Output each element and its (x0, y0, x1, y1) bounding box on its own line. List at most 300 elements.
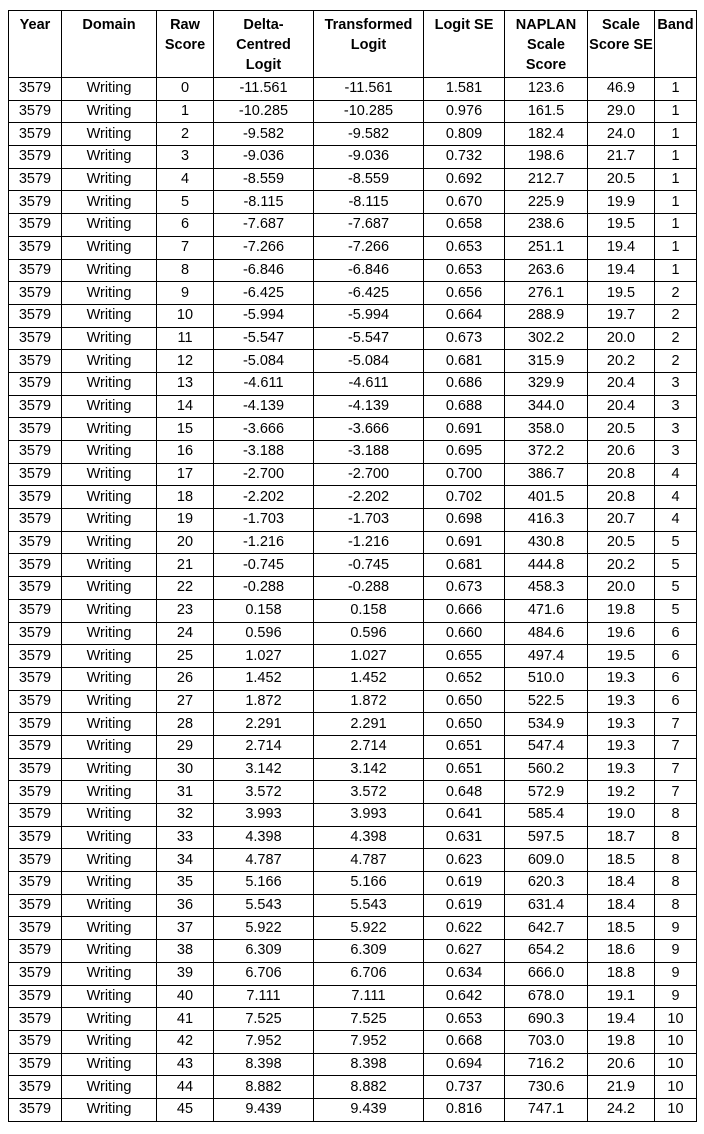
column-header-line: Centred (236, 37, 291, 53)
cell-scale-score-se: 24.0 (588, 123, 655, 146)
table-row (9, 146, 697, 169)
cell-transformed-logit: 7.952 (314, 1030, 424, 1053)
table-row (9, 917, 697, 940)
cell-raw-score: 45 (157, 1098, 214, 1121)
cell-year: 3579 (9, 123, 62, 146)
column-header-line: Year (19, 17, 51, 33)
cell-domain: Writing (62, 372, 157, 395)
cell-year: 3579 (9, 191, 62, 214)
cell-transformed-logit: 6.706 (314, 962, 424, 985)
cell-year: 3579 (9, 282, 62, 305)
table-row (9, 372, 697, 395)
cell-domain: Writing (62, 894, 157, 917)
table-row (9, 191, 697, 214)
table-row (9, 1008, 697, 1031)
cell-transformed-logit: -5.084 (314, 350, 424, 373)
cell-scale-score-se: 19.5 (588, 282, 655, 305)
cell-year: 3579 (9, 1008, 62, 1031)
cell-band: 10 (655, 1098, 697, 1121)
cell-raw-score: 8 (157, 259, 214, 282)
cell-year: 3579 (9, 758, 62, 781)
cell-band: 7 (655, 781, 697, 804)
cell-domain: Writing (62, 577, 157, 600)
table-row (9, 531, 697, 554)
cell-year: 3579 (9, 781, 62, 804)
cell-year: 3579 (9, 395, 62, 418)
cell-transformed-logit: -6.846 (314, 259, 424, 282)
cell-band: 1 (655, 259, 697, 282)
cell-logit-se: 0.623 (424, 849, 505, 872)
cell-raw-score: 34 (157, 849, 214, 872)
cell-scale-score-se: 24.2 (588, 1098, 655, 1121)
table-row (9, 123, 697, 146)
cell-logit-se: 0.651 (424, 758, 505, 781)
cell-raw-score: 18 (157, 486, 214, 509)
cell-scale-score-se: 29.0 (588, 100, 655, 123)
cell-domain: Writing (62, 713, 157, 736)
table-row (9, 622, 697, 645)
table-row (9, 872, 697, 895)
table-row (9, 645, 697, 668)
column-header-line: Raw (170, 17, 200, 33)
cell-year: 3579 (9, 509, 62, 532)
cell-raw-score: 10 (157, 304, 214, 327)
cell-delta-centred-logit: 3.572 (214, 781, 314, 804)
cell-logit-se: 0.627 (424, 940, 505, 963)
cell-naplan-scale-score: 358.0 (505, 418, 588, 441)
cell-domain: Writing (62, 214, 157, 237)
table-row (9, 985, 697, 1008)
cell-logit-se: 0.700 (424, 463, 505, 486)
cell-raw-score: 41 (157, 1008, 214, 1031)
cell-transformed-logit: 5.543 (314, 894, 424, 917)
cell-scale-score-se: 19.2 (588, 781, 655, 804)
cell-year: 3579 (9, 622, 62, 645)
cell-raw-score: 24 (157, 622, 214, 645)
cell-delta-centred-logit: 8.398 (214, 1053, 314, 1076)
cell-raw-score: 17 (157, 463, 214, 486)
cell-domain: Writing (62, 735, 157, 758)
cell-naplan-scale-score: 182.4 (505, 123, 588, 146)
table-body (9, 78, 697, 1122)
cell-year: 3579 (9, 735, 62, 758)
cell-raw-score: 44 (157, 1076, 214, 1099)
cell-year: 3579 (9, 1098, 62, 1121)
cell-domain: Writing (62, 554, 157, 577)
cell-logit-se: 0.695 (424, 441, 505, 464)
column-header-line: Logit SE (434, 17, 494, 33)
cell-raw-score: 25 (157, 645, 214, 668)
cell-transformed-logit: 9.439 (314, 1098, 424, 1121)
cell-scale-score-se: 18.4 (588, 872, 655, 895)
cell-transformed-logit: -1.216 (314, 531, 424, 554)
column-header-line: Score (525, 57, 567, 73)
cell-year: 3579 (9, 577, 62, 600)
cell-band: 1 (655, 236, 697, 259)
cell-transformed-logit: -8.115 (314, 191, 424, 214)
table-row (9, 894, 697, 917)
cell-raw-score: 9 (157, 282, 214, 305)
cell-band: 2 (655, 304, 697, 327)
cell-naplan-scale-score: 288.9 (505, 304, 588, 327)
cell-logit-se: 0.653 (424, 236, 505, 259)
table-row (9, 1030, 697, 1053)
cell-raw-score: 12 (157, 350, 214, 373)
column-header-year (9, 11, 62, 78)
cell-delta-centred-logit: -10.285 (214, 100, 314, 123)
cell-delta-centred-logit: -4.611 (214, 372, 314, 395)
column-header-transformed-logit (314, 11, 424, 78)
scale-score-table (8, 10, 697, 1122)
cell-naplan-scale-score: 585.4 (505, 804, 588, 827)
cell-year: 3579 (9, 1053, 62, 1076)
cell-naplan-scale-score: 372.2 (505, 441, 588, 464)
cell-logit-se: 0.664 (424, 304, 505, 327)
cell-year: 3579 (9, 78, 62, 101)
cell-band: 2 (655, 282, 697, 305)
cell-domain: Writing (62, 509, 157, 532)
cell-naplan-scale-score: 386.7 (505, 463, 588, 486)
column-header-line: Delta- (243, 17, 284, 33)
cell-domain: Writing (62, 645, 157, 668)
column-header-band (655, 11, 697, 78)
table-row (9, 826, 697, 849)
table-row (9, 758, 697, 781)
cell-transformed-logit: 4.787 (314, 849, 424, 872)
table-row (9, 509, 697, 532)
table-row (9, 735, 697, 758)
cell-scale-score-se: 20.2 (588, 350, 655, 373)
cell-raw-score: 3 (157, 146, 214, 169)
cell-raw-score: 1 (157, 100, 214, 123)
cell-year: 3579 (9, 531, 62, 554)
cell-domain: Writing (62, 1076, 157, 1099)
table-row (9, 395, 697, 418)
cell-domain: Writing (62, 441, 157, 464)
cell-transformed-logit: -8.559 (314, 168, 424, 191)
cell-year: 3579 (9, 372, 62, 395)
table-header (9, 11, 697, 78)
cell-naplan-scale-score: 198.6 (505, 146, 588, 169)
cell-domain: Writing (62, 259, 157, 282)
column-header-line: NAPLAN (515, 17, 577, 33)
cell-scale-score-se: 19.3 (588, 713, 655, 736)
cell-scale-score-se: 20.5 (588, 418, 655, 441)
cell-scale-score-se: 19.5 (588, 645, 655, 668)
cell-scale-score-se: 19.5 (588, 214, 655, 237)
cell-naplan-scale-score: 522.5 (505, 690, 588, 713)
cell-transformed-logit: -3.188 (314, 441, 424, 464)
cell-raw-score: 2 (157, 123, 214, 146)
cell-logit-se: 0.619 (424, 872, 505, 895)
cell-domain: Writing (62, 804, 157, 827)
table-row (9, 214, 697, 237)
cell-logit-se: 0.652 (424, 667, 505, 690)
cell-transformed-logit: 4.398 (314, 826, 424, 849)
cell-logit-se: 0.653 (424, 259, 505, 282)
cell-year: 3579 (9, 985, 62, 1008)
cell-transformed-logit: 0.596 (314, 622, 424, 645)
cell-delta-centred-logit: -6.846 (214, 259, 314, 282)
table-row (9, 259, 697, 282)
cell-band: 10 (655, 1030, 697, 1053)
cell-band: 9 (655, 962, 697, 985)
cell-raw-score: 22 (157, 577, 214, 600)
cell-logit-se: 0.653 (424, 1008, 505, 1031)
cell-year: 3579 (9, 146, 62, 169)
cell-domain: Writing (62, 463, 157, 486)
cell-transformed-logit: 7.111 (314, 985, 424, 1008)
table-row (9, 100, 697, 123)
cell-delta-centred-logit: -8.559 (214, 168, 314, 191)
cell-naplan-scale-score: 730.6 (505, 1076, 588, 1099)
cell-band: 8 (655, 826, 697, 849)
cell-transformed-logit: 8.398 (314, 1053, 424, 1076)
table-row (9, 418, 697, 441)
cell-raw-score: 14 (157, 395, 214, 418)
cell-delta-centred-logit: -1.216 (214, 531, 314, 554)
table-row (9, 486, 697, 509)
column-header-line: Scale (602, 17, 640, 33)
cell-delta-centred-logit: 1.027 (214, 645, 314, 668)
cell-year: 3579 (9, 554, 62, 577)
cell-transformed-logit: -4.611 (314, 372, 424, 395)
table-row (9, 463, 697, 486)
cell-scale-score-se: 20.0 (588, 577, 655, 600)
table-row (9, 350, 697, 373)
cell-band: 5 (655, 531, 697, 554)
cell-band: 1 (655, 146, 697, 169)
table-row (9, 1053, 697, 1076)
cell-delta-centred-logit: -7.266 (214, 236, 314, 259)
cell-logit-se: 0.692 (424, 168, 505, 191)
table-row (9, 781, 697, 804)
cell-naplan-scale-score: 238.6 (505, 214, 588, 237)
table-row (9, 804, 697, 827)
cell-scale-score-se: 19.8 (588, 1030, 655, 1053)
cell-raw-score: 19 (157, 509, 214, 532)
cell-band: 4 (655, 463, 697, 486)
cell-logit-se: 0.650 (424, 713, 505, 736)
cell-delta-centred-logit: 7.952 (214, 1030, 314, 1053)
cell-logit-se: 0.670 (424, 191, 505, 214)
cell-year: 3579 (9, 645, 62, 668)
cell-raw-score: 38 (157, 940, 214, 963)
cell-delta-centred-logit: 7.525 (214, 1008, 314, 1031)
cell-transformed-logit: -2.700 (314, 463, 424, 486)
cell-year: 3579 (9, 100, 62, 123)
cell-naplan-scale-score: 276.1 (505, 282, 588, 305)
cell-naplan-scale-score: 497.4 (505, 645, 588, 668)
cell-domain: Writing (62, 826, 157, 849)
cell-domain: Writing (62, 622, 157, 645)
cell-naplan-scale-score: 609.0 (505, 849, 588, 872)
cell-scale-score-se: 20.2 (588, 554, 655, 577)
cell-delta-centred-logit: -11.561 (214, 78, 314, 101)
table-row (9, 282, 697, 305)
cell-naplan-scale-score: 534.9 (505, 713, 588, 736)
cell-delta-centred-logit: 0.596 (214, 622, 314, 645)
column-header-line: Transformed (324, 17, 413, 33)
cell-logit-se: 0.681 (424, 554, 505, 577)
cell-scale-score-se: 19.3 (588, 690, 655, 713)
cell-logit-se: 0.691 (424, 531, 505, 554)
cell-logit-se: 0.698 (424, 509, 505, 532)
cell-band: 1 (655, 191, 697, 214)
cell-scale-score-se: 19.3 (588, 758, 655, 781)
cell-year: 3579 (9, 826, 62, 849)
cell-year: 3579 (9, 259, 62, 282)
cell-naplan-scale-score: 302.2 (505, 327, 588, 350)
cell-naplan-scale-score: 251.1 (505, 236, 588, 259)
cell-scale-score-se: 18.7 (588, 826, 655, 849)
cell-delta-centred-logit: 2.714 (214, 735, 314, 758)
cell-band: 3 (655, 395, 697, 418)
cell-logit-se: 0.737 (424, 1076, 505, 1099)
cell-transformed-logit: 2.291 (314, 713, 424, 736)
cell-band: 10 (655, 1053, 697, 1076)
cell-logit-se: 0.688 (424, 395, 505, 418)
cell-transformed-logit: -1.703 (314, 509, 424, 532)
cell-raw-score: 13 (157, 372, 214, 395)
cell-year: 3579 (9, 962, 62, 985)
cell-scale-score-se: 18.6 (588, 940, 655, 963)
cell-logit-se: 0.648 (424, 781, 505, 804)
cell-scale-score-se: 20.5 (588, 168, 655, 191)
cell-naplan-scale-score: 547.4 (505, 735, 588, 758)
cell-transformed-logit: -9.582 (314, 123, 424, 146)
cell-naplan-scale-score: 471.6 (505, 599, 588, 622)
cell-domain: Writing (62, 781, 157, 804)
cell-scale-score-se: 20.4 (588, 372, 655, 395)
cell-domain: Writing (62, 123, 157, 146)
cell-year: 3579 (9, 441, 62, 464)
cell-band: 8 (655, 872, 697, 895)
cell-band: 6 (655, 667, 697, 690)
cell-scale-score-se: 19.4 (588, 1008, 655, 1031)
cell-naplan-scale-score: 161.5 (505, 100, 588, 123)
cell-scale-score-se: 19.0 (588, 804, 655, 827)
cell-scale-score-se: 19.9 (588, 191, 655, 214)
cell-logit-se: 0.694 (424, 1053, 505, 1076)
cell-logit-se: 0.681 (424, 350, 505, 373)
cell-scale-score-se: 20.6 (588, 441, 655, 464)
cell-year: 3579 (9, 849, 62, 872)
cell-band: 1 (655, 78, 697, 101)
cell-delta-centred-logit: 7.111 (214, 985, 314, 1008)
cell-scale-score-se: 20.5 (588, 531, 655, 554)
cell-band: 9 (655, 917, 697, 940)
cell-delta-centred-logit: -5.084 (214, 350, 314, 373)
cell-transformed-logit: 1.872 (314, 690, 424, 713)
cell-scale-score-se: 20.6 (588, 1053, 655, 1076)
column-header-raw-score (157, 11, 214, 78)
cell-naplan-scale-score: 225.9 (505, 191, 588, 214)
cell-scale-score-se: 19.1 (588, 985, 655, 1008)
cell-delta-centred-logit: 5.543 (214, 894, 314, 917)
cell-transformed-logit: -3.666 (314, 418, 424, 441)
cell-logit-se: 0.619 (424, 894, 505, 917)
cell-naplan-scale-score: 666.0 (505, 962, 588, 985)
cell-raw-score: 29 (157, 735, 214, 758)
cell-scale-score-se: 20.8 (588, 463, 655, 486)
cell-transformed-logit: 5.166 (314, 872, 424, 895)
column-header-delta-centred-logit (214, 11, 314, 78)
column-header-line: Score SE (589, 37, 653, 53)
cell-domain: Writing (62, 236, 157, 259)
cell-band: 1 (655, 168, 697, 191)
cell-band: 1 (655, 100, 697, 123)
cell-raw-score: 0 (157, 78, 214, 101)
cell-naplan-scale-score: 620.3 (505, 872, 588, 895)
cell-delta-centred-logit: 8.882 (214, 1076, 314, 1099)
cell-delta-centred-logit: -3.188 (214, 441, 314, 464)
cell-scale-score-se: 20.8 (588, 486, 655, 509)
cell-year: 3579 (9, 940, 62, 963)
cell-band: 5 (655, 554, 697, 577)
cell-domain: Writing (62, 395, 157, 418)
cell-band: 6 (655, 622, 697, 645)
cell-raw-score: 35 (157, 872, 214, 895)
cell-raw-score: 21 (157, 554, 214, 577)
cell-delta-centred-logit: -7.687 (214, 214, 314, 237)
cell-year: 3579 (9, 894, 62, 917)
cell-domain: Writing (62, 304, 157, 327)
cell-band: 2 (655, 327, 697, 350)
cell-band: 5 (655, 599, 697, 622)
column-header-line: Band (657, 17, 694, 33)
table-row (9, 78, 697, 101)
cell-band: 10 (655, 1008, 697, 1031)
cell-raw-score: 42 (157, 1030, 214, 1053)
cell-year: 3579 (9, 1076, 62, 1099)
header-row (9, 11, 697, 78)
table-row (9, 667, 697, 690)
cell-raw-score: 30 (157, 758, 214, 781)
cell-logit-se: 0.816 (424, 1098, 505, 1121)
cell-domain: Writing (62, 1098, 157, 1121)
cell-naplan-scale-score: 123.6 (505, 78, 588, 101)
cell-year: 3579 (9, 168, 62, 191)
cell-year: 3579 (9, 1030, 62, 1053)
cell-domain: Writing (62, 418, 157, 441)
cell-year: 3579 (9, 463, 62, 486)
cell-logit-se: 0.686 (424, 372, 505, 395)
cell-scale-score-se: 18.5 (588, 849, 655, 872)
cell-raw-score: 26 (157, 667, 214, 690)
table-row (9, 554, 697, 577)
cell-domain: Writing (62, 191, 157, 214)
cell-naplan-scale-score: 263.6 (505, 259, 588, 282)
cell-logit-se: 0.691 (424, 418, 505, 441)
cell-domain: Writing (62, 327, 157, 350)
cell-domain: Writing (62, 168, 157, 191)
cell-transformed-logit: -6.425 (314, 282, 424, 305)
cell-delta-centred-logit: -3.666 (214, 418, 314, 441)
cell-domain: Writing (62, 849, 157, 872)
cell-band: 3 (655, 372, 697, 395)
cell-naplan-scale-score: 597.5 (505, 826, 588, 849)
cell-naplan-scale-score: 315.9 (505, 350, 588, 373)
cell-band: 9 (655, 940, 697, 963)
cell-logit-se: 0.655 (424, 645, 505, 668)
cell-scale-score-se: 19.7 (588, 304, 655, 327)
cell-delta-centred-logit: -2.202 (214, 486, 314, 509)
table-row (9, 962, 697, 985)
cell-naplan-scale-score: 430.8 (505, 531, 588, 554)
cell-delta-centred-logit: 1.452 (214, 667, 314, 690)
cell-domain: Writing (62, 350, 157, 373)
